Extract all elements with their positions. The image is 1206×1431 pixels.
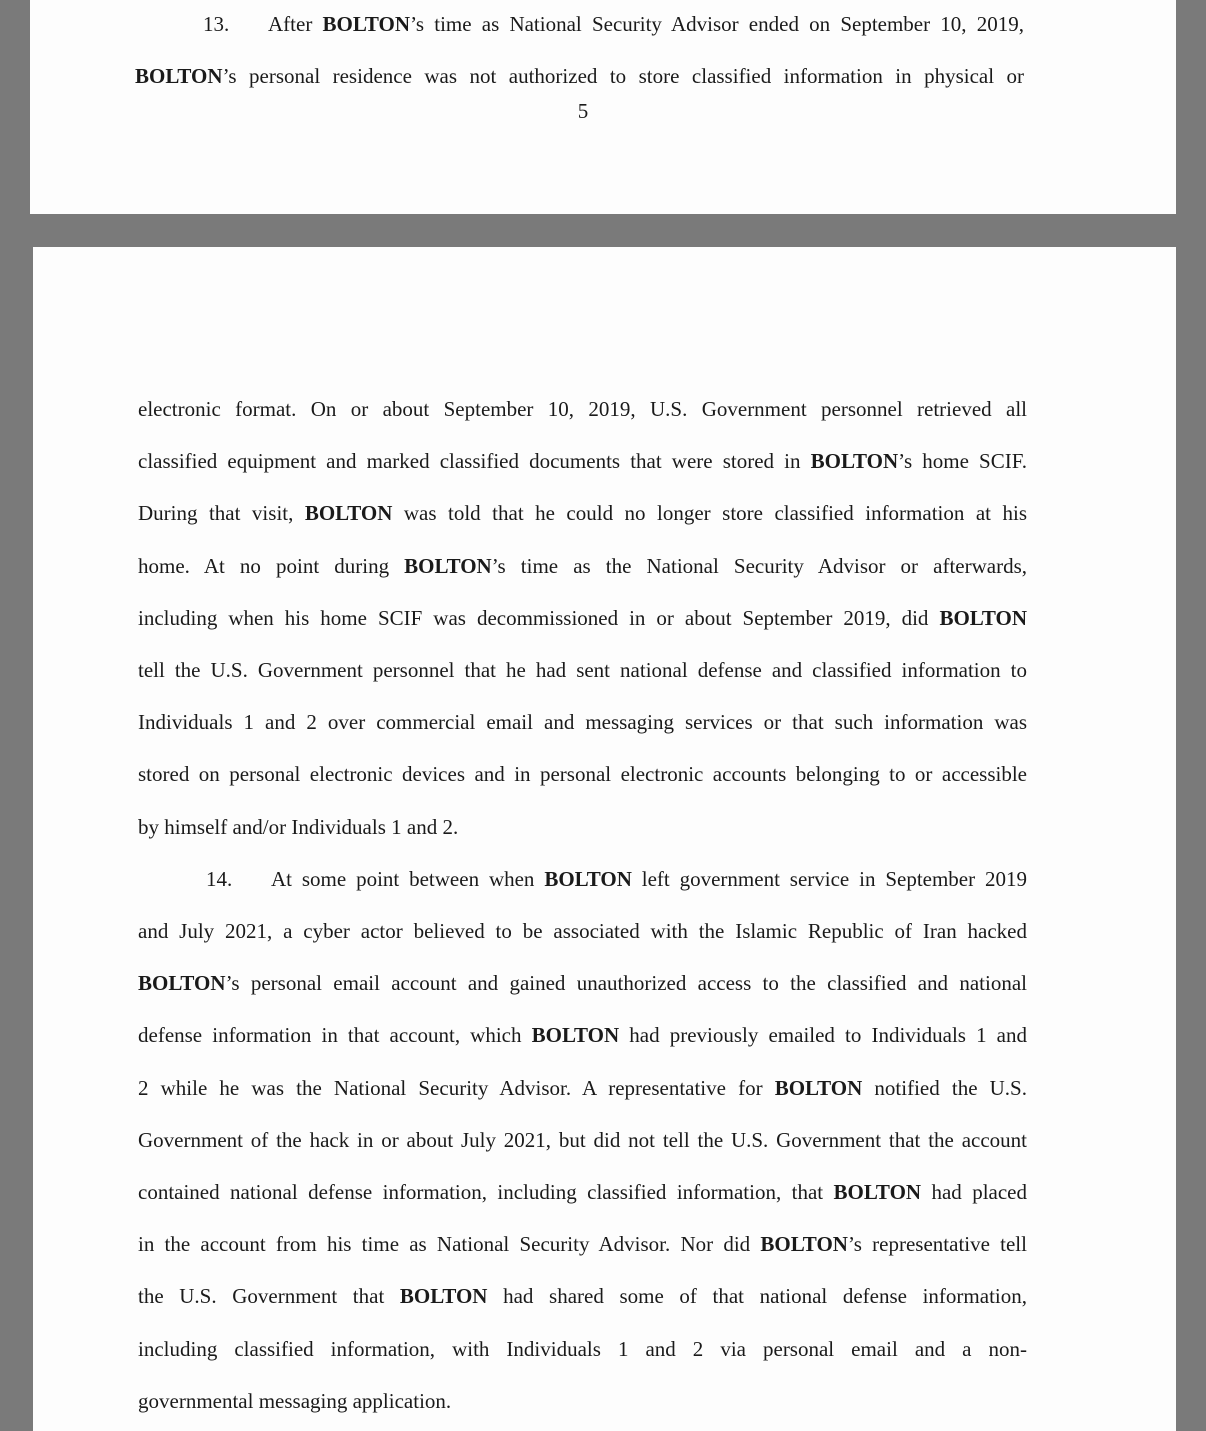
text-segment: home. At no point during <box>138 553 405 578</box>
text-segment: including when his home SCIF was decommissioned in or about September 2019, did <box>138 605 940 630</box>
paragraph-14-line <box>138 1231 1027 1257</box>
bolded-name: BOLTON <box>322 12 411 36</box>
text-segment: After <box>268 12 323 36</box>
text-segment: contained national defense information, including classified information, that <box>138 1180 834 1204</box>
paragraph-13-line <box>138 709 1027 735</box>
paragraph-13-line <box>138 761 1027 787</box>
paragraph-13-line <box>138 657 1027 683</box>
page-number: 5 <box>577 99 589 123</box>
text-segment: 2 while he was the National Security Advisor. A representative for <box>138 1075 775 1100</box>
text-segment: notified the U.S. <box>862 1075 1027 1100</box>
bolded-name: BOLTON <box>544 866 632 891</box>
text-segment: ’s time as the National Security Advisor or afterwards, <box>491 553 1028 578</box>
text-segment: ’s representative tell <box>847 1232 1027 1257</box>
text-segment: had previously emailed to Individuals 1 and <box>619 1023 1027 1048</box>
text-segment: stored on personal electronic devices and in personal electronic accounts belonging to or accessible <box>138 762 1027 787</box>
text-segment: tell the U.S. Government personnel that he had sent national defense and classified information to <box>138 658 1027 682</box>
text-segment: had placed <box>921 1180 1027 1204</box>
paragraph-13-number: 13. <box>203 12 230 36</box>
text-segment: During that visit, <box>138 501 305 526</box>
bolded-name: BOLTON <box>810 449 899 474</box>
bolded-name: BOLTON <box>531 1023 620 1048</box>
paragraph-13-line <box>138 605 1027 631</box>
bolded-name: BOLTON <box>404 553 492 578</box>
text-segment: in the account from his time as National Security Advisor. Nor did <box>138 1232 761 1257</box>
text-segment: ’s home SCIF. <box>898 449 1027 474</box>
text-segment: ’s personal residence was not authorized to store classified information in physical or <box>222 64 1024 88</box>
bolded-name: BOLTON <box>939 605 1027 630</box>
text-segment: the U.S. Government that <box>138 1284 400 1309</box>
paragraph-13-line <box>138 553 1027 579</box>
paragraph-14-number: 14. <box>206 866 233 891</box>
paragraph-14-line <box>138 1283 1027 1309</box>
text-segment: At some point between when <box>271 866 545 891</box>
text-segment: was told that he could no longer store classified information at his <box>392 501 1027 526</box>
text-segment: had shared some of that national defense information, <box>487 1284 1027 1309</box>
paragraph-14-line <box>138 1075 1027 1101</box>
bolded-name: BOLTON <box>760 1232 848 1257</box>
text-segment: Government of the hack in or about July 2021, but did not tell the U.S. Government that the account <box>138 1127 1027 1152</box>
paragraph-14-line <box>138 1388 1027 1414</box>
bolded-name: BOLTON <box>399 1284 488 1309</box>
text-segment: Individuals 1 and 2 over commercial email and messaging services or that such information was <box>138 710 1027 735</box>
paragraph-13-line <box>138 448 1027 474</box>
text-segment: including classified information, with Individuals 1 and 2 via personal email and a non- <box>138 1336 1027 1361</box>
paragraph-14-line-1 <box>206 866 1027 892</box>
bolded-name: BOLTON <box>774 1075 863 1100</box>
bolded-name: BOLTON <box>304 501 393 526</box>
text-segment: by himself and/or Individuals 1 and 2. <box>138 814 459 839</box>
text-segment: defense information in that account, which <box>138 1023 532 1048</box>
paragraph-13-line <box>138 396 1027 422</box>
paragraph-14-line <box>138 1179 1027 1205</box>
paragraph-14-line <box>138 1022 1027 1048</box>
document-page-top <box>30 0 1176 214</box>
paragraph-13-line-2 <box>135 63 1024 89</box>
paragraph-13-line-1 <box>203 11 1024 37</box>
text-segment: ’s time as National Security Advisor ended on September 10, 2019, <box>410 12 1024 36</box>
paragraph-14-line <box>138 1336 1027 1362</box>
bolded-name: BOLTON <box>138 971 226 996</box>
text-segment: electronic format. On or about September 10, 2019, U.S. Government personnel retrieved all <box>138 397 1027 421</box>
paragraph-14-line <box>138 970 1027 996</box>
paragraph-13-line <box>138 500 1027 526</box>
text-segment: left government service in September 2019 <box>631 866 1027 891</box>
bolded-name: BOLTON <box>135 64 223 88</box>
paragraph-13-line <box>138 814 1027 840</box>
document-page-bottom <box>33 247 1176 1431</box>
text-segment: governmental messaging application. <box>138 1388 452 1413</box>
bolded-name: BOLTON <box>833 1180 922 1204</box>
paragraph-14-line <box>138 1127 1027 1153</box>
text-segment: classified equipment and marked classified documents that were stored in <box>138 449 811 474</box>
text-segment: and July 2021, a cyber actor believed to be associated with the Islamic Republic of Iran hacked <box>138 919 1027 943</box>
paragraph-14-line <box>138 918 1027 944</box>
text-segment: ’s personal email account and gained unauthorized access to the classified and national <box>225 971 1027 996</box>
